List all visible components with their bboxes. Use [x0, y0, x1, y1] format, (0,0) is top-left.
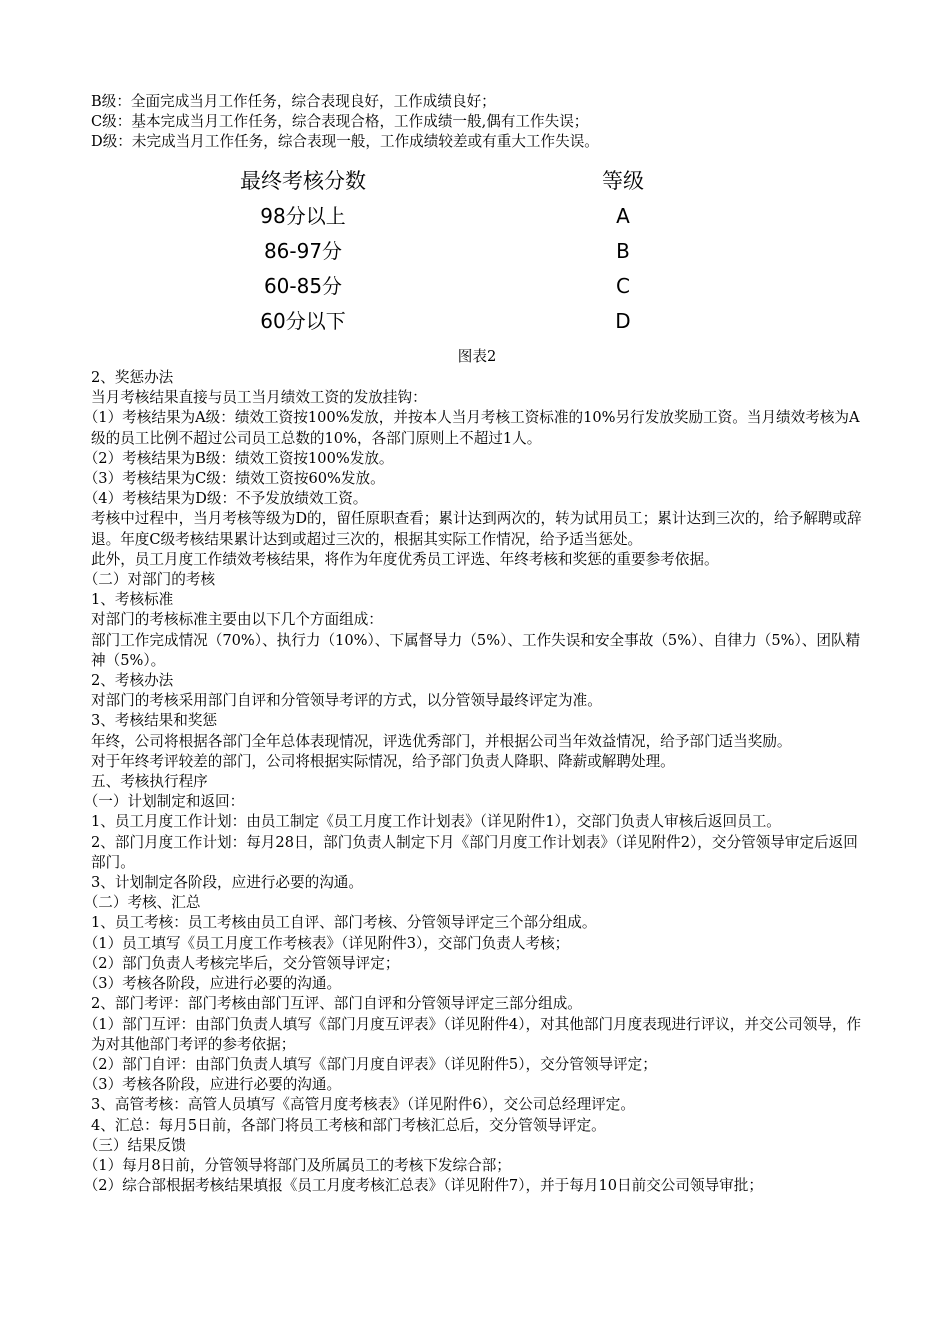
- paragraph: 2、部门月度工作计划：每月28日，部门负责人制定下月《部门月度工作计划表》（详见附件2），交分管领导审定后返回部门。: [91, 833, 858, 871]
- header-grade: 等级: [602, 169, 644, 193]
- paragraph: （2）考核结果为B级：绩效工资按100%发放。: [83, 449, 394, 467]
- table-row: [91, 241, 863, 276]
- document-page: [83, 92, 863, 1195]
- paragraph: （二）对部门的考核: [83, 571, 216, 589]
- grade-cell: B: [616, 239, 630, 263]
- grade-table-header: [91, 171, 863, 206]
- paragraph: （2）部门负责人考核完毕后，交分管领导评定；: [83, 954, 400, 972]
- paragraph: 1、考核标准: [91, 591, 174, 609]
- grade-cell: D: [615, 309, 631, 333]
- grade-d-desc: D级：未完成当月工作任务，综合表现一般，工作成绩较差或有重大工作失误。: [91, 133, 599, 151]
- score-cell: 60分以下: [260, 309, 346, 333]
- table-row: [91, 276, 863, 311]
- paragraph: （2）部门自评：由部门负责人填写《部门月度自评表》（详见附件5），交分管领导评定；: [83, 1055, 657, 1073]
- table-caption: 图表2: [457, 348, 497, 365]
- paragraph: 4、汇总：每月5日前，各部门将员工考核和部门考核汇总后，交分管领导评定。: [91, 1116, 606, 1134]
- score-cell: 86-97分: [263, 239, 343, 263]
- intro-block: [91, 92, 863, 153]
- paragraph: 此外，员工月度工作绩效考核结果，将作为年度优秀员工评选、年终考核和奖惩的重要参考依据。: [91, 550, 719, 568]
- paragraph: 3、考核结果和奖惩: [91, 712, 218, 730]
- paragraph: 部门工作完成情况（70%）、执行力（10%）、下属督导力（5%）、工作失误和安全事故（5%）、自律力（5%）、团队精神（5%）。: [91, 631, 861, 669]
- paragraph: （一）计划制定和返回：: [83, 793, 245, 811]
- paragraph: 考核中过程中，当月考核等级为D的，留任原职查看；累计达到两次的，转为试用员工；累计达到三次的，给予解聘或辞退。年度C级考核结果累计达到或超过三次的，根据其实际工作情况，给予适当惩处。: [91, 510, 862, 548]
- grade-cell: A: [616, 204, 630, 228]
- paragraph: （2）综合部根据考核结果填报《员工月度考核汇总表》（详见附件7），并于每月10日前交公司领导审批；: [83, 1177, 763, 1195]
- paragraph: 2、奖惩办法: [91, 369, 174, 386]
- grade-c-desc: C级：基本完成当月工作任务，综合表现合格，工作成绩一般,偶有工作失误；: [91, 113, 589, 131]
- paragraph: （1）每月8日前，分管领导将部门及所属员工的考核下发综合部；: [83, 1156, 511, 1174]
- table-row: [91, 206, 863, 241]
- paragraph: （3）考核结果为C级：绩效工资按60%发放。: [83, 470, 385, 488]
- paragraph: 3、高管考核：高管人员填写《高管月度考核表》（详见附件6），交公司总经理评定。: [91, 1096, 635, 1114]
- paragraph: 对部门的考核采用部门自评和分管领导考评的方式，以分管领导最终评定为准。: [91, 692, 602, 710]
- paragraph: 3、计划制定各阶段，应进行必要的沟通。: [91, 874, 363, 892]
- grade-cell: C: [616, 274, 630, 298]
- paragraph: 1、员工月度工作计划：由员工制定《员工月度工作计划表》（详见附件1），交部门负责人审核后返回员工。: [91, 813, 781, 831]
- paragraph: 2、考核办法: [91, 672, 174, 690]
- table-row: [91, 311, 863, 346]
- paragraph: （3）考核各阶段，应进行必要的沟通。: [83, 975, 342, 993]
- paragraph: （二）考核、汇总: [83, 894, 201, 912]
- score-cell: 60-85分: [263, 274, 343, 298]
- paragraph: 年终，公司将根据各部门全年总体表现情况，评选优秀部门，并根据公司当年效益情况，给予部门适当奖励。: [91, 732, 792, 750]
- paragraph: 五、考核执行程序: [91, 773, 208, 791]
- paragraph: （三）结果反馈: [83, 1136, 186, 1154]
- grade-b-desc: B级：全面完成当月工作任务，综合表现良好，工作成绩良好；: [91, 93, 496, 110]
- paragraph: 当月考核结果直接与员工当月绩效工资的发放挂钩：: [91, 389, 427, 407]
- paragraph: 2、部门考评：部门考核由部门互评、部门自评和分管领导评定三部分组成。: [91, 995, 582, 1013]
- paragraph: 对于年终考评较差的部门，公司将根据实际情况，给予部门负责人降职、降薪或解聘处理。: [91, 752, 675, 770]
- header-score: 最终考核分数: [240, 169, 366, 193]
- paragraph: 1、员工考核：员工考核由员工自评、部门考核、分管领导评定三个部分组成。: [91, 914, 597, 932]
- paragraph: 对部门的考核标准主要由以下几个方面组成：: [91, 611, 383, 629]
- paragraph: （1）员工填写《员工月度工作考核表》（详见附件3），交部门负责人考核；: [83, 934, 570, 952]
- paragraph: （1）考核结果为A级：绩效工资按100%发放，并按本人当月考核工资标准的10%另行发放奖励工资。当月绩效考核为A级的员工比例不超过公司员工总数的10%，各部门原则上不超过1人。: [83, 409, 860, 447]
- paragraph: （3）考核各阶段，应进行必要的沟通。: [83, 1076, 342, 1094]
- score-cell: 98分以上: [260, 204, 346, 228]
- body-text: [83, 368, 863, 1196]
- paragraph: （4）考核结果为D级：不予发放绩效工资。: [83, 490, 368, 508]
- grade-table: [91, 171, 863, 346]
- paragraph: （1）部门互评：由部门负责人填写《部门月度互评表》（详见附件4），对其他部门月度表现进行评议，并交公司领导，作为对其他部门考评的参考依据；: [83, 1015, 862, 1053]
